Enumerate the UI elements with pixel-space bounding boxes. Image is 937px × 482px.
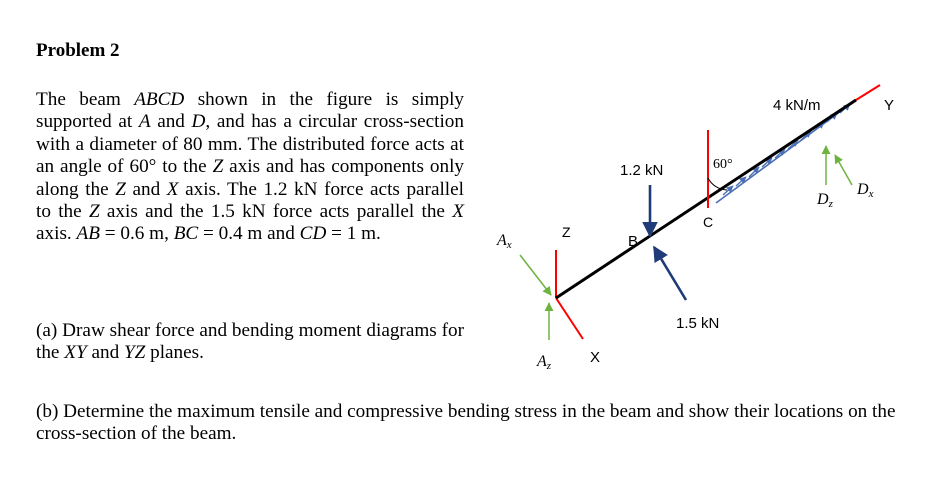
reaction-dx-label: Dx [857,181,874,200]
reaction-ax-arrow [520,255,551,295]
reaction-dz-label: Dz [817,191,833,210]
x-axis-line [556,298,583,339]
y-axis-line [856,85,880,100]
point-b-label: B [628,233,639,250]
point-c-label: C [703,214,714,230]
force-1-5kn-arrow [654,247,686,300]
problem-statement: The beam ABCD shown in the figure is simply supported at A and D, and has a circular cross-section with a diameter of 80 mm. The distributed force acts at an angle of 60° to the Z axis and has components only along the Z and X axis. The 1.2 kN force acts parallel to the Z axis and the 1.5 kN force acts parallel the X axis. AB = 0.6 m, BC = 0.4 m and CD = 1 m. [36,89,464,245]
y-axis-label: Y [884,97,895,114]
beam-abcd [556,100,856,298]
question-part-b: (b) Determine the maximum tensile and compressive bending stress in the beam and show their locations on the cross-section of the beam. [36,401,896,445]
reaction-ax-label: Ax [497,232,512,251]
x-axis-label: X [590,349,601,366]
reaction-az-label: Az [537,353,552,372]
force-b-label: 1.2 kN [620,162,664,179]
angle-label: 60° [713,157,733,172]
problem-title: Problem 2 [36,40,120,61]
reaction-dx-arrow [835,155,852,185]
force-c-label: 1.5 kN [676,315,720,332]
z-axis-label: Z [562,224,571,240]
question-part-a: (a) Draw shear force and bending moment diagrams for the XY and YZ planes. [36,320,464,364]
dist-load-label: 4 kN/m [773,97,821,114]
beam-figure [480,60,920,380]
